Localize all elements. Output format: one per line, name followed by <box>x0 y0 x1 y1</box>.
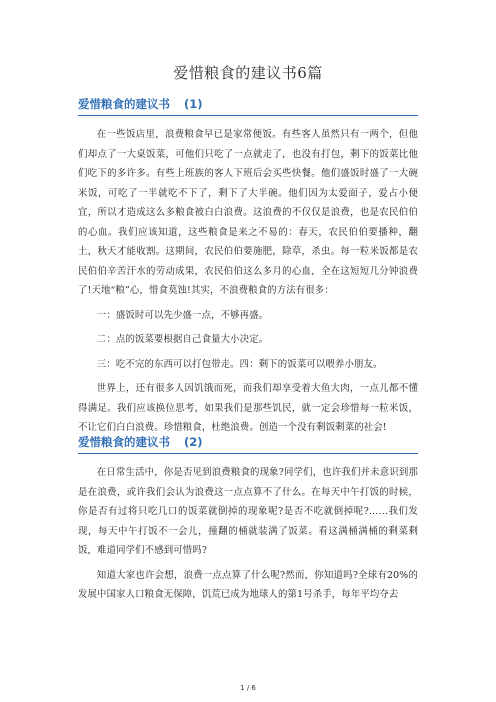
section-2 <box>78 434 418 605</box>
paragraph: 三：吃不完的东西可以打包带走。四：剩下的饭菜可以喂养小朋友。 <box>96 358 383 370</box>
paragraph: 在日常生活中，你是否见到浪费粮食的现象?同学们，也许我们并未意识到那是在浪费，或许我们会认为浪费这一点点算不了什么。在每天中午打饭的时候，你是否有过将只吃几口的饭菜就倒掉的现象呢?是否不吃就倒掉呢?……我们发现，每天中午打饭不一会儿，撞翻的桶就装满了饭菜。看这满桶满桶的剩菜剩饭，难道同学们不感到可惜吗? <box>78 467 418 556</box>
section-number: (1) <box>184 97 203 111</box>
section-heading-text: 爱惜粮食的建议书 <box>78 435 170 449</box>
section-1 <box>78 96 418 438</box>
paragraph: 一：盛饭时可以先少盛一点，不够再盛。 <box>96 309 269 321</box>
section-heading <box>78 96 418 116</box>
document-title: 爱惜粮食的建议书6篇 <box>173 64 323 82</box>
paragraph: 知道大家也许会想，浪费一点点算了什么呢?然而，你知道吗?全球有20%的发展中国家人口粮食无保障，饥荒已成为地球人的第1号杀手，每年平均夺去 <box>78 569 418 600</box>
paragraph: 二：点的饭菜要根据自己食量大小决定。 <box>96 334 269 345</box>
paragraph: 世界上，还有很多人因饥饿而死，而我们却享受着大鱼大肉，一点儿都不懂得满足。我们应该换位思考，如果我们是那些饥民，就一定会珍惜每一粒米饭，不让它们白白浪费。珍惜粮食，杜绝浪费。创造一个没有剩饭剩菜的社会! <box>78 383 418 433</box>
page-indicator: 1 / 6 <box>240 684 256 692</box>
section-number: (2) <box>184 435 203 449</box>
section-heading-text: 爱惜粮食的建议书 <box>78 97 170 111</box>
paragraph: 在一些饭店里，浪费粮食早已是家常便饭。有些客人虽然只有一两个，但他们却点了一大桌饭菜，可他们只吃了一点就走了，也没有打包，剩下的饭菜比他们吃下的多许多。有些上班族的客人下班后会买些快餐。他们盛饭时盛了一大碗米饭，可吃了一半就吃不下了，剩下了大半碗。他们因为太爱面子，爱占小便宜，所以才造成这么多粮食被白白浪费。这浪费的不仅仅是浪费，也是农民伯伯的心血。我们应该知道，这些粮食是来之不易的：春天，农民伯伯要播种，翻土，秋天才能收割。这期间，农民伯伯要施肥，除草，杀虫。每一粒米饭都是农民伯伯辛苦汗水的劳动成果，农民伯伯这么多月的心血，全在这短短几分钟浪费了!天地“粮”心，惜食莫蚀!其实，不浪费粮食的方法有很多： <box>78 129 418 296</box>
section-heading <box>78 434 418 454</box>
